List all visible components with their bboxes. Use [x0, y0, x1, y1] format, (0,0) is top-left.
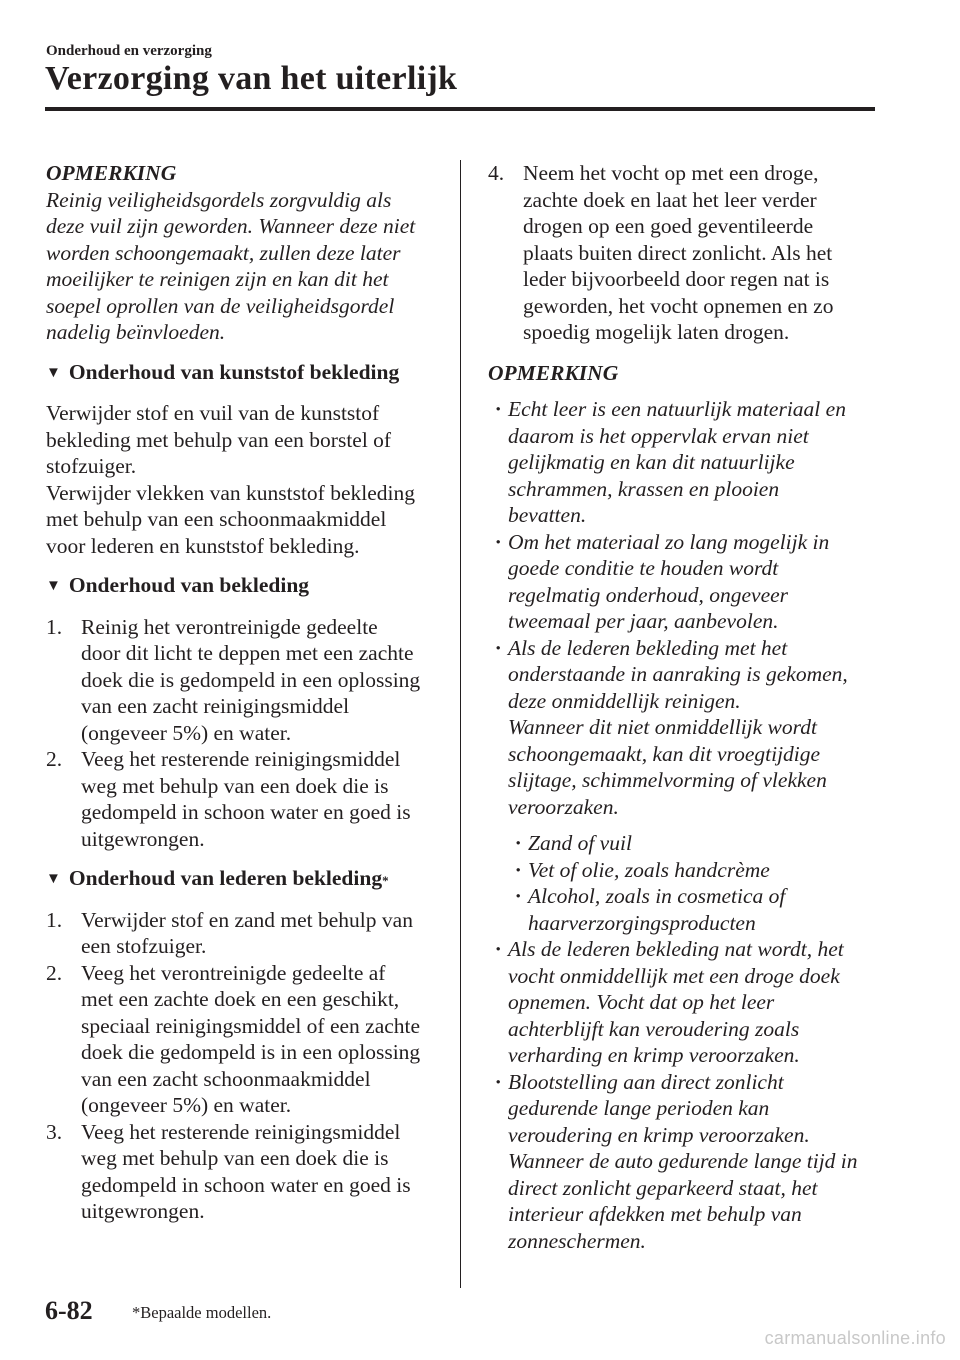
text-line: Verwijder stof en vuil van de kunststof — [46, 401, 380, 425]
step-number: 2. — [46, 960, 63, 985]
leather-step-1 — [46, 907, 441, 960]
page-number: 6-82 — [45, 1296, 93, 1325]
text-line: slijtage, schimmelvorming of vlekken — [508, 768, 827, 792]
text-line: met behulp van een schoonmaakmiddel — [46, 507, 387, 531]
list-item — [488, 529, 888, 635]
bullet-dot-icon: · — [495, 635, 501, 660]
text-line: een stofzuiger. — [81, 934, 207, 958]
text-line: (ongeveer 5%) en water. — [81, 720, 292, 745]
text-line: bevatten. — [508, 503, 587, 527]
step-number: 1. — [46, 907, 63, 932]
text-line: weg met behulp van een doek die is — [81, 773, 389, 798]
text-line: opnemen. Vocht dat op het leer — [508, 990, 775, 1014]
bullet-dot-icon: · — [495, 1069, 501, 1094]
text-line: Wanneer dit niet onmiddellijk wordt — [508, 715, 817, 739]
text-line: uitgewrongen. — [81, 826, 205, 851]
right-column — [488, 160, 888, 1254]
text-line: met een zachte doek en een geschikt, — [81, 987, 400, 1011]
paragraph-plastic — [46, 400, 441, 559]
step-number: 4. — [488, 161, 505, 185]
text-line: tweemaal per jaar, aanbevolen. — [508, 609, 779, 633]
text-line: leder bijvoorbeeld door regen nat is — [523, 267, 830, 291]
sub-list — [508, 830, 888, 936]
list-item — [488, 936, 888, 1069]
text-line: direct zonlicht geparkeerd staat, het — [508, 1175, 818, 1200]
note-line: nadelig beïnvloeden. — [46, 320, 226, 344]
text-line: zachte doek en laat het leer verder — [523, 187, 817, 212]
note-seatbelt — [46, 187, 441, 346]
leather-step-2 — [46, 960, 441, 1119]
leather-step-4 — [488, 160, 888, 346]
note-line: deze vuil zijn geworden. Wanneer deze niet — [46, 214, 416, 238]
text-line: gedompeld in schoon water en goed is — [81, 800, 411, 824]
text-line: weg met behulp van een doek die is — [81, 1146, 389, 1170]
text-line: Veeg het resterende reinigingsmiddel — [81, 747, 401, 771]
step-number: 2. — [46, 747, 63, 771]
text-line: Veeg het verontreinigde gedeelte af — [81, 960, 386, 985]
text-line: Zand of vuil — [528, 831, 632, 855]
footnote: *Bepaalde modellen. — [132, 1303, 272, 1322]
note-line: worden schoongemaakt, zullen deze later — [46, 240, 401, 265]
leather-step-3 — [46, 1119, 441, 1225]
bullet-dot-icon: · — [515, 884, 521, 908]
bullet-dot-icon: · — [495, 397, 501, 421]
text-line: Om het materiaal zo lang mogelijk in — [508, 529, 830, 554]
text-line: Reinig het verontreinigde gedeelte — [81, 614, 378, 639]
leather-note-list — [488, 396, 888, 1254]
bullet-dot-icon: · — [515, 857, 521, 882]
text-line: vocht onmiddellijk met een droge doek — [508, 963, 840, 988]
list-item — [488, 1069, 888, 1255]
text-line: verharding en krimp veroorzaken. — [508, 1043, 800, 1067]
step-number: 3. — [46, 1119, 63, 1144]
upholstery-step-1 — [46, 614, 441, 747]
text-line: veroorzaken. — [508, 794, 619, 819]
upholstery-step-2 — [46, 746, 441, 852]
note-line: moeilijker te reinigen zijn en kan dit het — [46, 267, 389, 291]
left-column — [46, 160, 441, 1225]
text-line: interieur afdekken met behulp van — [508, 1202, 802, 1226]
text-line: daarom is het oppervlak ervan niet — [508, 423, 809, 448]
bullet-dot-icon: · — [495, 937, 501, 961]
triangle-down-icon: ▼ — [46, 364, 61, 381]
text-line: Verwijder stof en zand met behulp van — [81, 907, 413, 932]
heading-plastic-text: Onderhoud van kunststof bekleding — [68, 359, 400, 384]
text-line: gedompeld in schoon water en goed is — [81, 1172, 411, 1197]
text-line: zonneschermen. — [508, 1228, 646, 1253]
text-line: haarverzorgingsproducten — [528, 910, 756, 935]
text-line: door dit licht te deppen met een zachte — [81, 641, 414, 665]
list-item — [488, 635, 888, 821]
text-line: drogen op een goed geventileerde — [523, 214, 814, 238]
text-line: veroudering en krimp veroorzaken. — [508, 1122, 810, 1147]
text-line: onderstaande in aanraking is gekomen, — [508, 662, 848, 686]
step-number: 1. — [46, 614, 63, 639]
text-line: Blootstelling aan direct zonlicht — [508, 1069, 784, 1094]
text-line: gedurende lange perioden kan — [508, 1096, 770, 1120]
sub-list-item — [508, 857, 888, 884]
bullet-dot-icon: · — [515, 831, 521, 855]
text-line: plaats buiten direct zonlicht. Als het — [523, 240, 833, 265]
list-item — [488, 396, 888, 529]
text-line: van een zacht schoonmaakmiddel — [81, 1066, 371, 1091]
text-line: Verwijder vlekken van kunststof bekleding — [46, 480, 415, 505]
text-line: Vet of olie, zoals handcrème — [528, 857, 770, 882]
note-heading: OPMERKING — [46, 161, 177, 185]
text-line: Als de lederen bekleding met het — [508, 635, 788, 660]
text-line: geworden, het vocht opnemen en zo — [523, 293, 834, 318]
text-line: goede conditie te houden wordt — [508, 556, 779, 580]
column-divider — [460, 160, 461, 1288]
text-line: deze onmiddellijk reinigen. — [508, 688, 741, 713]
text-line: Veeg het resterende reinigingsmiddel — [81, 1119, 401, 1144]
text-line: bekleding met behulp van een borstel of — [46, 427, 392, 452]
heading-upholstery-text: Onderhoud van bekleding — [68, 573, 310, 597]
text-line: regelmatig onderhoud, ongeveer — [508, 582, 789, 607]
triangle-down-icon: ▼ — [46, 578, 61, 594]
note-heading: OPMERKING — [488, 360, 619, 385]
text-line: doek die is gedompeld in een oplossing — [81, 667, 421, 692]
sub-list-item — [508, 830, 888, 857]
text-line: van een zacht reinigingsmiddel — [81, 694, 350, 718]
note-line: Reinig veiligheidsgordels zorgvuldig als — [46, 187, 392, 212]
text-line: Echt leer is een natuurlijk materiaal en — [508, 397, 846, 421]
text-line: Alcohol, zoals in cosmetica of — [528, 884, 786, 908]
heading-leather: ▼ Onderhoud van lederen bekleding * — [46, 865, 441, 895]
text-line: Neem het vocht op met een droge, — [523, 161, 819, 185]
text-line: gelijkmatig en kan dit natuurlijke — [508, 450, 795, 474]
text-line: (ongeveer 5%) en water. — [81, 1093, 292, 1117]
text-line: Als de lederen bekleding nat wordt, het — [508, 937, 844, 961]
page-title: Verzorging van het uiterlijk — [45, 60, 458, 97]
text-line: Wanneer de auto gedurende lange tijd in — [508, 1149, 858, 1173]
heading-leather-text: Onderhoud van lederen bekleding — [68, 866, 383, 890]
header-rule — [45, 107, 875, 111]
text-line: uitgewrongen. — [81, 1199, 205, 1223]
page-header-section: Onderhoud en verzorging — [46, 43, 212, 59]
heading-plastic — [46, 359, 441, 389]
text-line: schrammen, krassen en plooien — [508, 476, 780, 501]
text-line: speciaal reinigingsmiddel of een zachte — [81, 1013, 421, 1038]
text-line: voor lederen en kunststof bekleding. — [46, 533, 360, 558]
note-line: soepel oprollen van de veiligheidsgordel — [46, 293, 395, 318]
text-line: stofzuiger. — [46, 454, 137, 478]
watermark: carmanualsonline.info — [764, 1328, 946, 1348]
sub-list-item — [508, 883, 888, 936]
bullet-dot-icon: · — [495, 529, 501, 554]
heading-upholstery — [46, 572, 441, 602]
text-line: spoedig mogelijk laten drogen. — [523, 320, 790, 344]
text-line: doek die gedompeld is in een oplossing — [81, 1040, 421, 1064]
triangle-down-icon: ▼ — [46, 871, 61, 887]
text-line: schoongemaakt, kan dit vroegtijdige — [508, 741, 821, 766]
text-line: achterblijft kan veroudering zoals — [508, 1016, 800, 1041]
